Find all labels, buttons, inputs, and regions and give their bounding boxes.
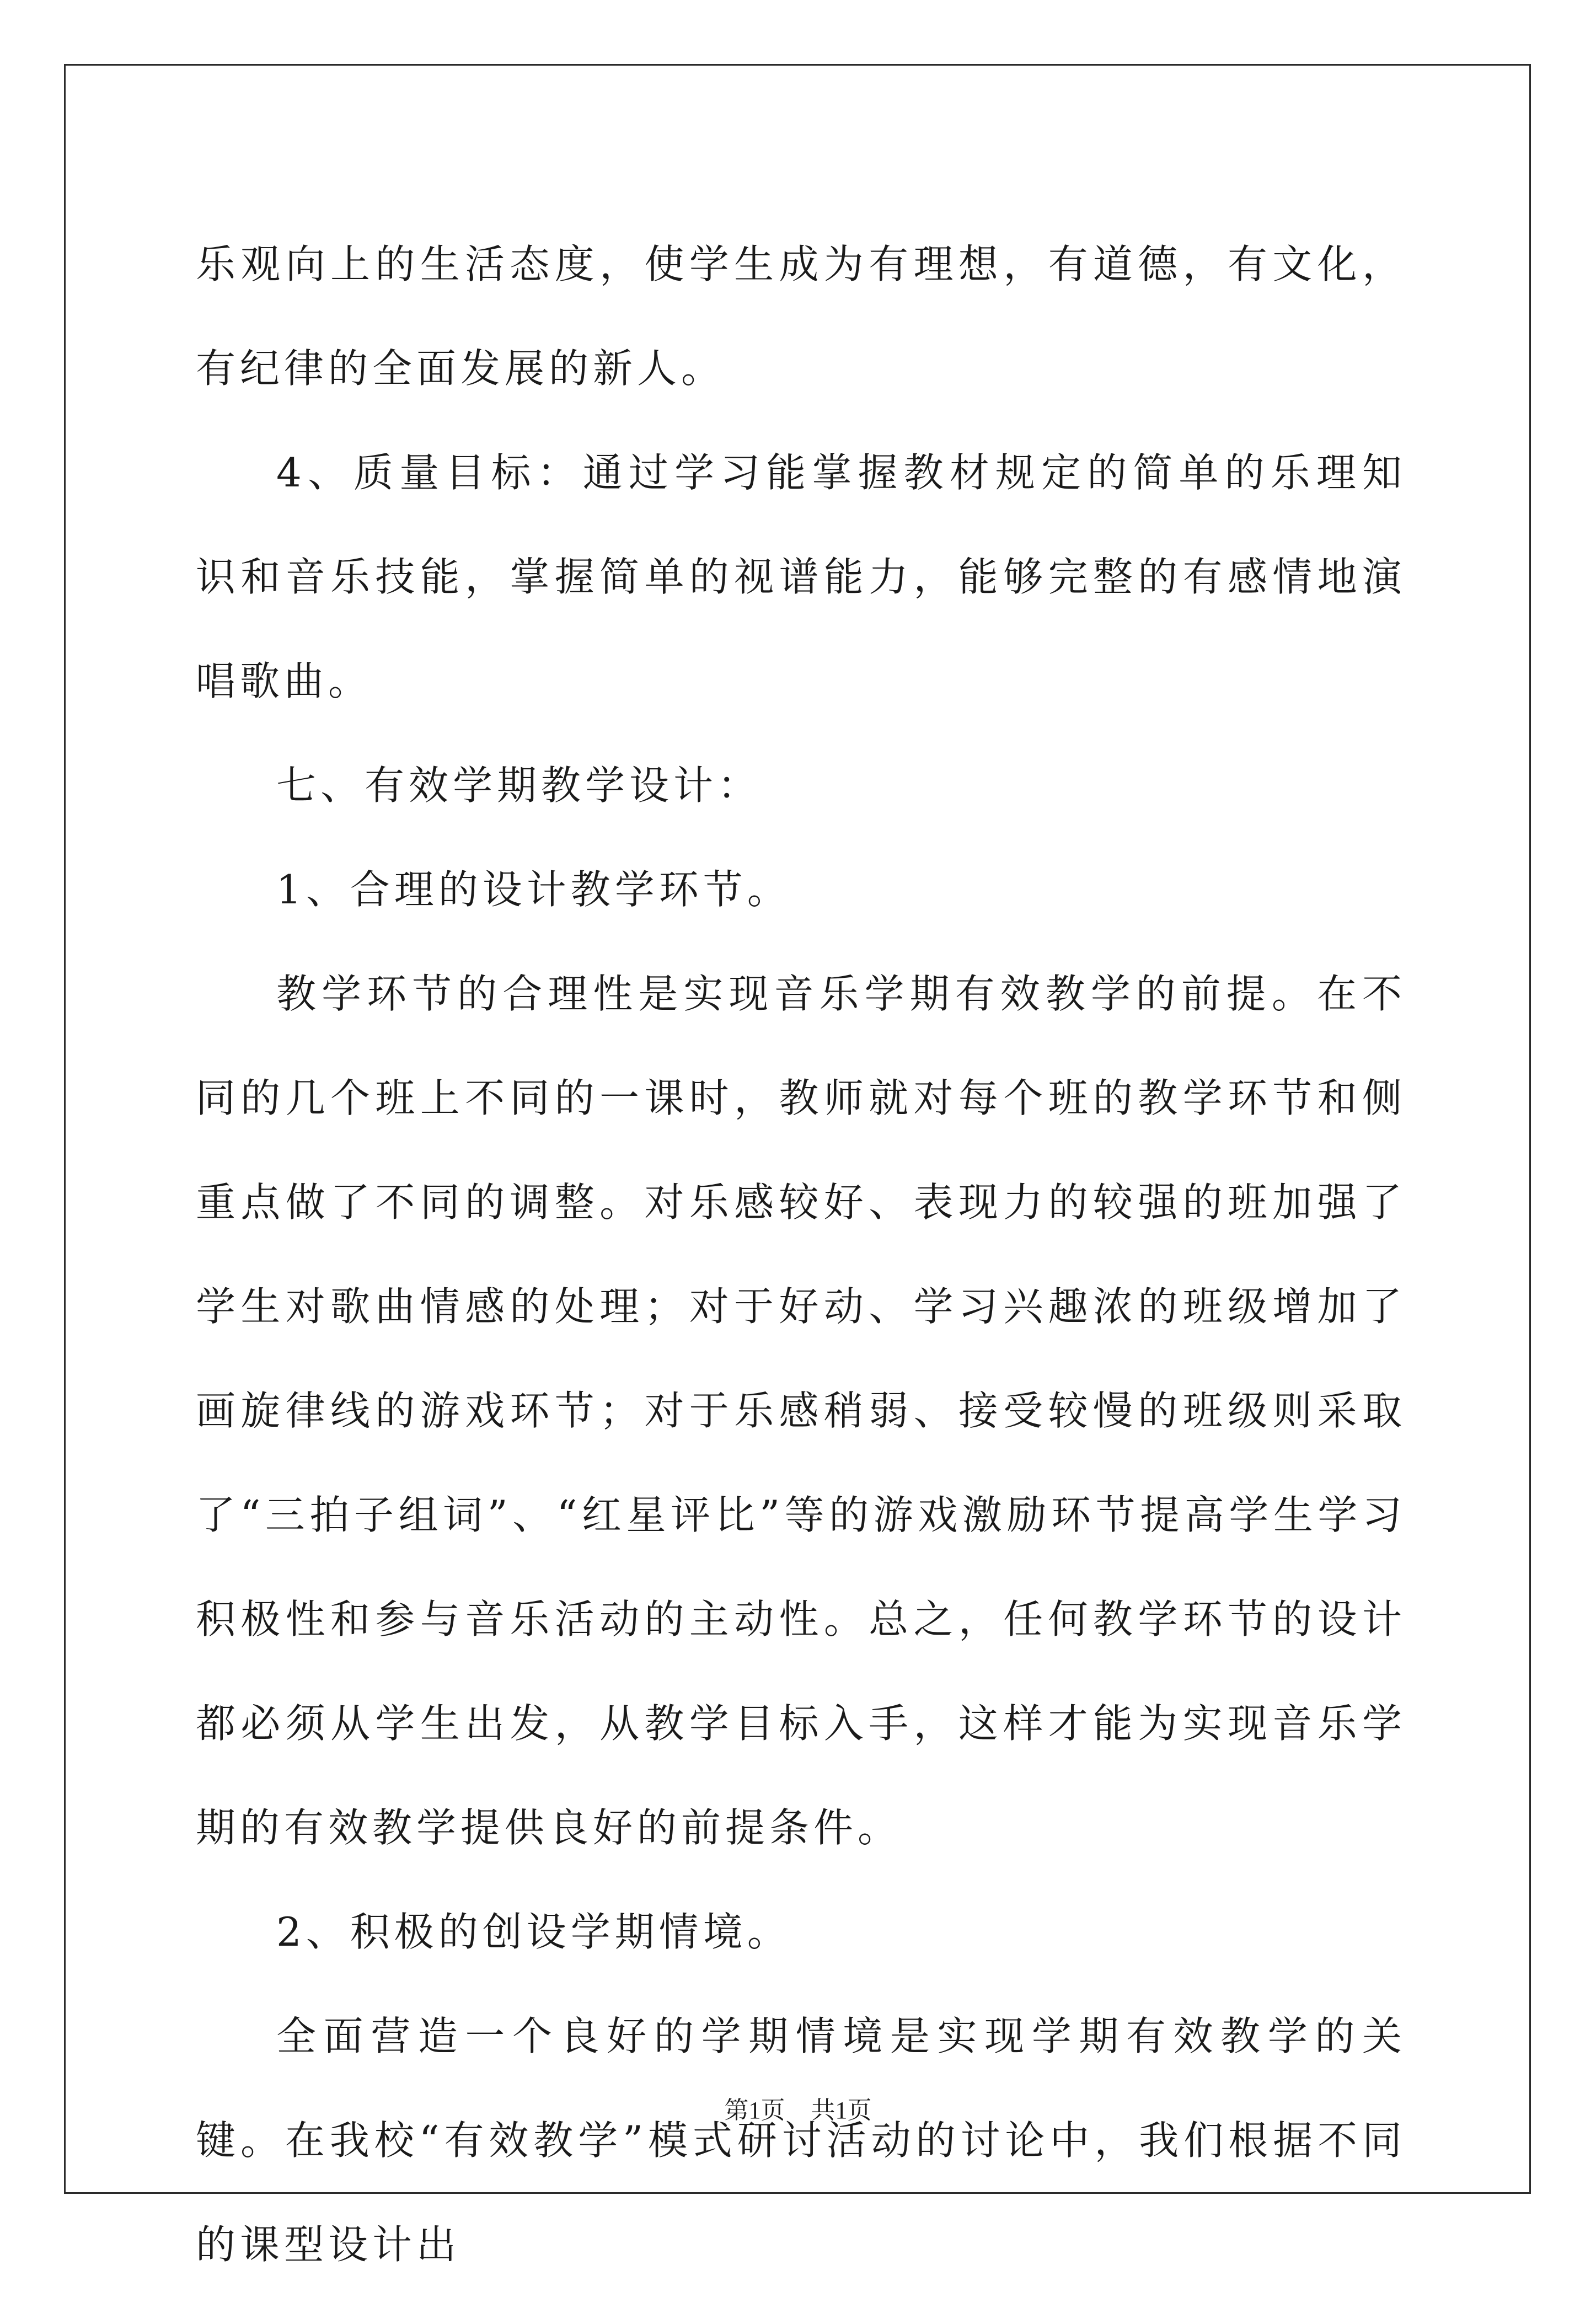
section-heading: 七、有效学期教学设计： [276,762,762,808]
paragraph: 乐观向上的生活态度，使学生成为有理想，有道德，有文化，有纪律的全面发展的新人。 [196,241,1406,392]
page-number-current: 第1页 [724,2097,785,2124]
document-body [196,212,1406,2297]
subsection-heading: 1、合理的设计教学环节。 [276,866,791,913]
paragraph: 4、质量目标：通过学习能掌握教材规定的简单的乐理知识和音乐技能，掌握简单的视谱能力，能够完整的有感情地演唱歌曲。 [196,449,1406,704]
paragraph: 全面营造一个良好的学期情境是实现学期有效教学的关键。在我校“有效教学”模式研讨活动的讨论中，我们根据不同的课型设计出 [196,2013,1406,2268]
page-number-total: 共1页 [811,2097,872,2124]
subsection-heading: 2、积极的创设学期情境。 [276,1909,791,1955]
paragraph: 教学环节的合理性是实现音乐学期有效教学的前提。在不同的几个班上不同的一课时，教师就对每个班的教学环节和侧重点做了不同的调整。对乐感较好、表现力的较强的班加强了学生对歌曲情感的处理；对于好动、学习兴趣浓的班级增加了画旋律线的游戏环节；对于乐感稍弱、接受较慢的班级则采取了“三拍子组词”、“红星评比”等的游戏激励环节提高学生学习积极性和参与音乐活动的主动性。总之，任何教学环节的设计都必须从学生出发，从教学目标入手，这样才能为实现音乐学期的有效教学提供良好的前提条件。 [196,971,1406,1851]
page-footer [0,2090,1596,2125]
